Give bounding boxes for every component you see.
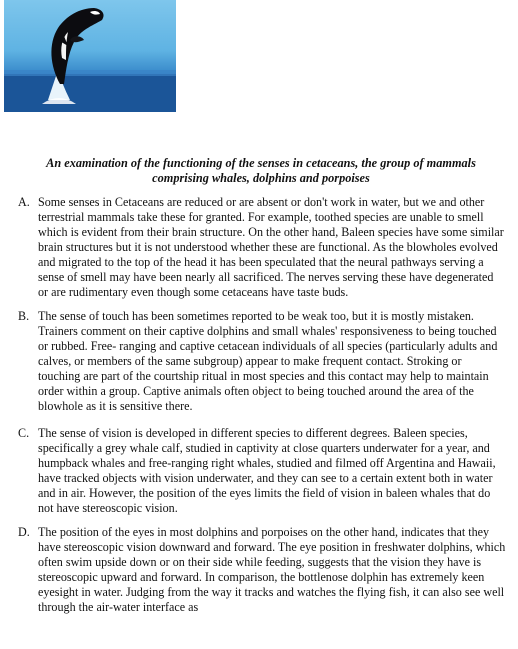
paragraph-text: The sense of touch has been sometimes reported to be weak too, but it is mostly mistaken. Trainers comment on their captive dolphins and small whales' responsiveness to being touched or rubbed. Free- ranging and captive cetacean individuals of all species (particularly adults and calves, or members of the same subgroup) appear to make frequent contact. Stroking or touching are part of the courtship ritual in most species and this contact may help to maintain order within a group. Captive animals often object to being touched around the area of the blowhole as it is sensitive there.: [38, 308, 498, 414]
article-title: An examination of the functioning of the senses in cetaceans, the group of mammals comprising whales, dolphins and porpoises: [46, 156, 476, 185]
paragraph-letter: B.: [18, 308, 30, 323]
paragraph-letter: D.: [18, 524, 30, 539]
paragraph-text: The sense of vision is developed in different species to different degrees. Baleen species, specifically a grey whale calf, studied in captivity at close quarters underwater for a year, and humpback whales and free-ranging right whales, studied and filmed off Argentina and Hawaii, have tracked objects with vision underwater, and they can see to a certain extent both in water and in air. However, the position of the eyes limits the field of vision in baleen whales that do not have stereoscopic vision.: [38, 426, 496, 516]
paragraph-c: [18, 426, 506, 516]
paragraph-b: [18, 309, 506, 414]
paragraph-letter: C.: [18, 426, 30, 441]
paragraph-text: Some senses in Cetaceans are reduced or are absent or don't work in water, but we and other terrestrial mammals take these for granted. For example, toothed species are unable to smell which is evident from their brain structure. On the other hand, Baleen species have some similar brain structures but it is not understood whether these are functional. As the blowholes evolved and migrated to the top of the head it has been speculated that the neural pathways serving a sense of smell may have been nearly all sacrificed. The nerves serving these have degenerated or are rudimentary even though some cetaceans have taste buds.: [38, 195, 504, 300]
orca-illustration: [4, 0, 176, 112]
paragraph-letter: A.: [18, 195, 30, 209]
paragraph-list: [18, 195, 506, 615]
paragraph-d: [18, 525, 506, 615]
paragraph-a: [18, 195, 506, 300]
orca-photo: [4, 0, 176, 112]
paragraph-text: The position of the eyes in most dolphins and porpoises on the other hand, indicates that they have stereoscopic vision downward and forward. The eye position in freshwater dolphins, which often swim upside down or on their side while feeding, suggests that the vision they have is stereoscopic upward and forward. In comparison, the bottlenose dolphin has extremely keen eyesight in water. Judging from the way it tracks and watches the flying fish, it can also see well through the air-water interface as: [38, 524, 506, 615]
